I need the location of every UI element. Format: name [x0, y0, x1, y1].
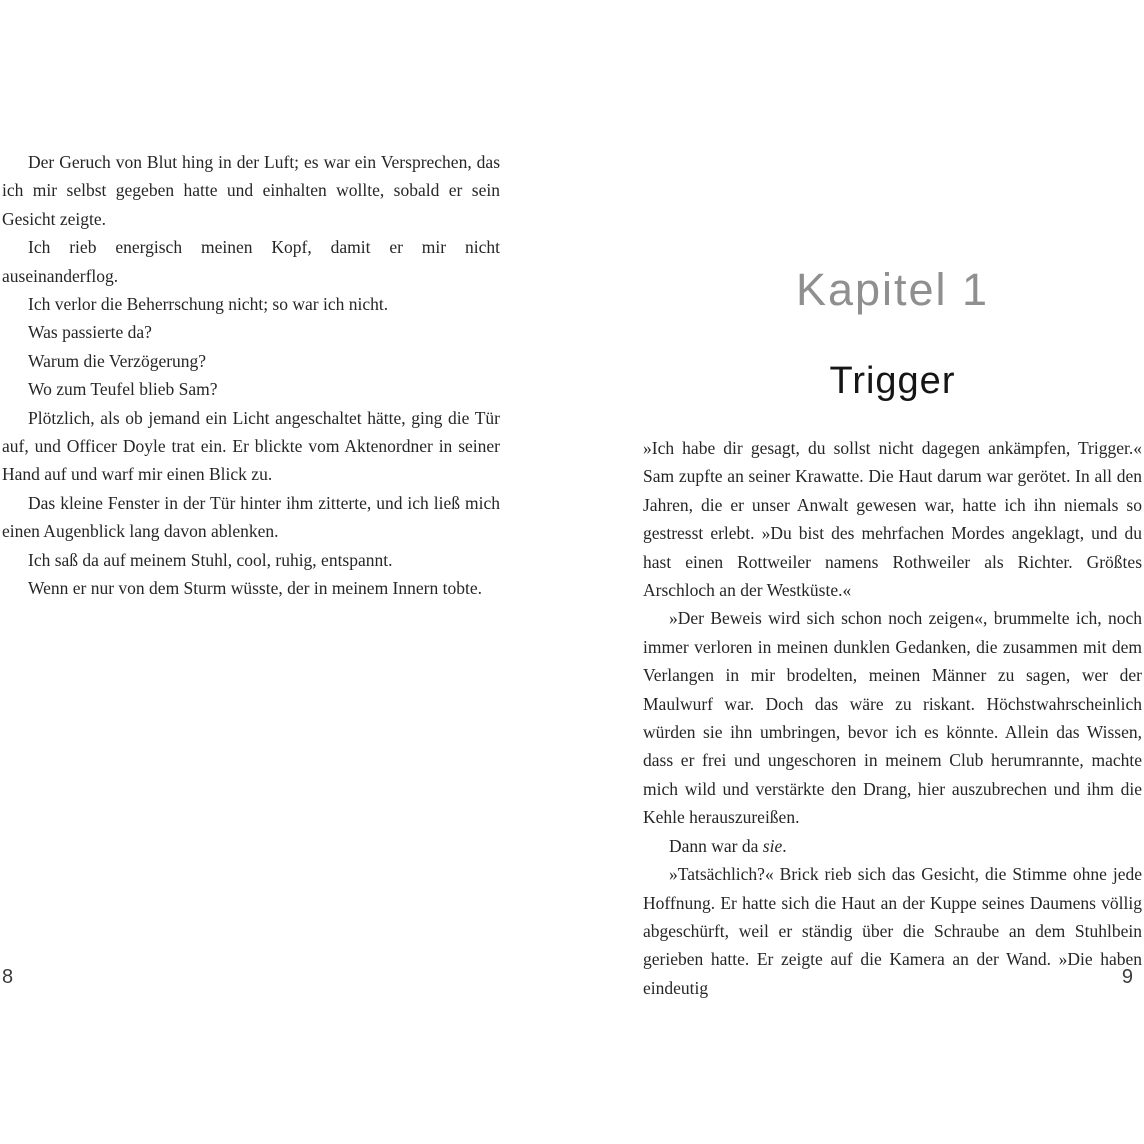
right-page-text: [643, 434, 1142, 1002]
left-page-number: 8: [2, 966, 14, 988]
paragraph: Ich saß da auf meinem Stuhl, cool, ruhig, entspannt.: [28, 549, 393, 570]
paragraph: Warum die Verzögerung?: [28, 350, 207, 371]
paragraph: Der Geruch von Blut hing in der Luft; es war ein Versprechen, das ich mir selbst gegeben hatte und einhalten wollte, sobald er sein Gesicht zeigte.: [2, 152, 500, 229]
paragraph: Wo zum Teufel blieb Sam?: [28, 379, 218, 400]
left-page-text: [2, 148, 500, 603]
paragraph-text: .: [782, 835, 787, 856]
paragraph: Was passierte da?: [28, 322, 152, 343]
paragraph: »Tatsächlich?« Brick rieb sich das Gesicht, die Stimme ohne jede Hoffnung. Er hatte sich die Haut an der Kuppe seines Daumens völlig abgeschürft, weil er ständig über die Schraube an dem Stuhlbein gerieben hatte. Er zeigte auf die Kamera an der Wand. »Die haben eindeutig: [643, 864, 1142, 998]
paragraph: »Der Beweis wird sich schon noch zeigen«, brummelte ich, noch immer verloren in meinen dunklen Gedanken, die zusammen mit dem Verlangen in mir brodelten, meinen Männer zu sagen, wer der Maulwurf war. Doch das wäre zu riskant. Höchstwahrscheinlich würden sie ihn umbringen, bevor ich es könnte. Allein das Wissen, dass er frei und ungeschoren in meinem Club herumrannte, machte mich wild und verstärkte den Drang, hier auszubrechen und ihm die Kehle herauszureißen.: [643, 608, 1142, 828]
paragraph: Wenn er nur von dem Sturm wüsste, der in meinem Innern tobte.: [28, 578, 482, 599]
emphasized-word: sie: [762, 835, 783, 856]
paragraph-text: Dann war da: [669, 835, 763, 856]
paragraph: Das kleine Fenster in der Tür hinter ihm zitterte, und ich ließ mich einen Augenblick lang davon ablenken.: [2, 492, 500, 542]
paragraph: Ich verlor die Beherrschung nicht; so war ich nicht.: [28, 294, 389, 315]
paragraph: Ich rieb energisch meinen Kopf, damit er mir nicht auseinanderflog.: [2, 237, 500, 286]
paragraph: [643, 832, 1142, 860]
chapter-label: Kapitel 1: [795, 264, 990, 315]
chapter-title: Trigger: [829, 360, 956, 402]
right-page-number: 9: [1121, 966, 1133, 988]
paragraph: »Ich habe dir gesagt, du sollst nicht dagegen ankämpfen, Trigger.« Sam zupfte an seiner Krawatte. Die Haut darum war gerötet. In all den Jahren, die er unser Anwalt gewesen war, hatte ich ihn niemals so gestresst erlebt. »Du bist des mehrfachen Mordes angeklagt, und du hast einen Rottweiler namens Rothweiler als Richter. Größtes Arschloch an der Westküste.«: [643, 438, 1142, 601]
paragraph: Plötzlich, als ob jemand ein Licht angeschaltet hätte, ging die Tür auf, und Officer Doyle trat ein. Er blickte vom Aktenordner in seiner Hand auf und warf mir einen Blick zu.: [2, 407, 500, 485]
